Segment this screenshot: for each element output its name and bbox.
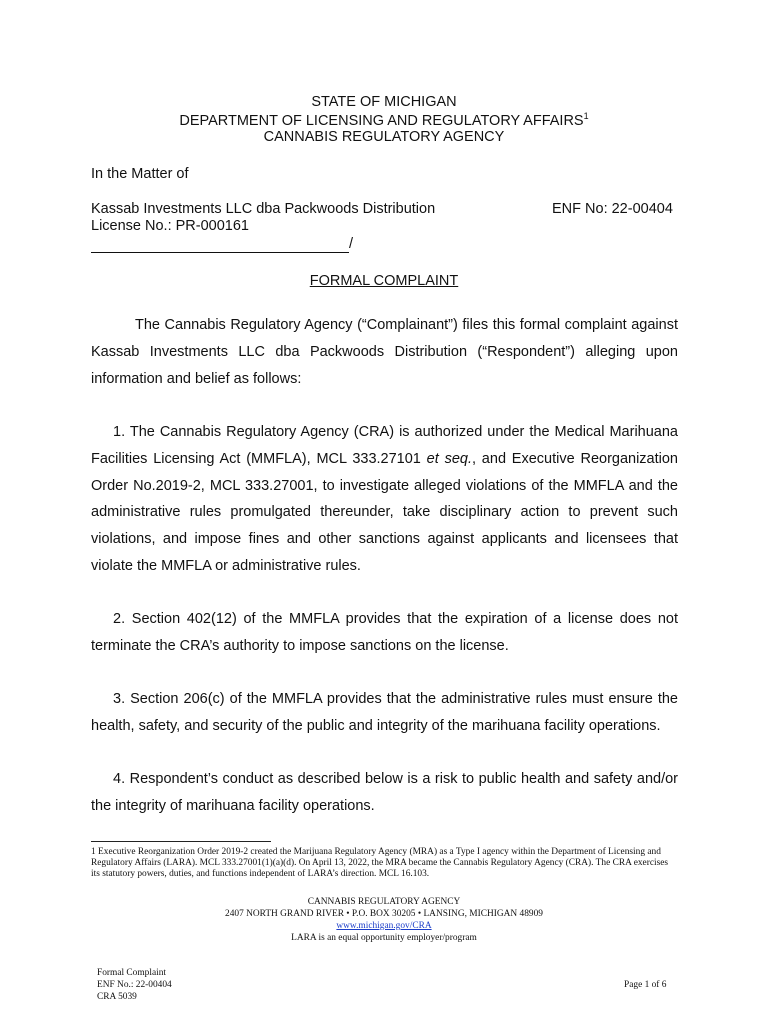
footnote-ref: 1 [583,111,589,121]
doc-info-title: Formal Complaint [97,968,167,978]
license-number: License No.: PR-000161 [91,218,249,234]
matter-intro: In the Matter of [91,166,189,182]
paragraph-1 [91,419,678,580]
intro-paragraph [91,312,678,392]
paragraph-1-italic: et seq. [426,450,472,467]
footer-eeo: LARA is an equal opportunity employer/program [291,933,477,943]
doc-info-enf: ENF No.: 22-00404 [97,980,172,990]
paragraph-4 [91,766,678,820]
footer-agency: CANNABIS REGULATORY AGENCY [307,897,461,907]
paragraph-2-text: 2. Section 402(12) of the MMFLA provides that the expiration of a license does not terminate the CRA’s authority to impose sanctions on the license. [91,611,678,654]
paragraph-2 [91,606,678,660]
footer-url-line [0,921,768,933]
doc-info-form: CRA 5039 [97,992,137,1002]
footnote: 1 Executive Reorganization Order 2019-2 created the Marijuana Regulatory Agency (MRA) as a Type I agency within the Department of Licensing and Regulatory Affairs (LARA). MCL 333.27001(1)(a)(d). On April 13, 2022, the MRA became the Cannabis Regulatory Agency (CRA). The CRA exercises its statutory powers, duties, and functions independent of LARA’s direction. MCL 16.103. [91,847,669,880]
header-department-text: DEPARTMENT OF LICENSING AND REGULATORY AFFAIRS [179,112,584,129]
caption-line [91,252,349,253]
document-title: FORMAL COMPLAINT [309,273,459,289]
header-state: STATE OF MICHIGAN [311,94,457,110]
header-agency: CANNABIS REGULATORY AGENCY [263,129,505,145]
paragraph-3-text: 3. Section 206(c) of the MMFLA provides that the administrative rules must ensure the health, safety, and security of the public and integrity of the marihuana facility operations. [91,691,678,734]
intro-text: The Cannabis Regulatory Agency (“Complainant”) files this formal complaint against Kassab Investments LLC dba Packwoods Distribution (“Respondent”) alleging upon information and belief as follows: [91,317,678,387]
footer-url-link[interactable]: www.michigan.gov/CRA [336,921,432,931]
paragraph-1-text-b: , and Executive Reorganization Order No.2019-2, MCL 333.27001, to investigate alleged violations of the MMFLA and the administrative rules promulgated thereunder, take disciplinary action to prevent such violations, and impose fines and other sanctions against applicants and licensees that violate the MMFLA or administrative rules. [91,450,679,574]
enf-number: ENF No: 22-00404 [552,201,673,217]
caption-slash: / [349,236,354,252]
respondent-name: Kassab Investments LLC dba Packwoods Distribution [91,201,436,217]
footnote-rule [91,841,271,842]
footer-address: 2407 NORTH GRAND RIVER • P.O. BOX 30205 • LANSING, MICHIGAN 48909 [225,909,543,919]
paragraph-3 [91,686,678,740]
page-number: Page 1 of 6 [624,980,667,990]
paragraph-4-text: 4. Respondent’s conduct as described below is a risk to public health and safety and/or the integrity of marihuana facility operations. [91,771,678,814]
header-department [0,111,768,129]
paragraph-1-text-a: 1. The Cannabis Regulatory Agency (CRA) is authorized under the Medical Marihuana Facilities Licensing Act (MMFLA), MCL 333.27101 [91,424,678,467]
